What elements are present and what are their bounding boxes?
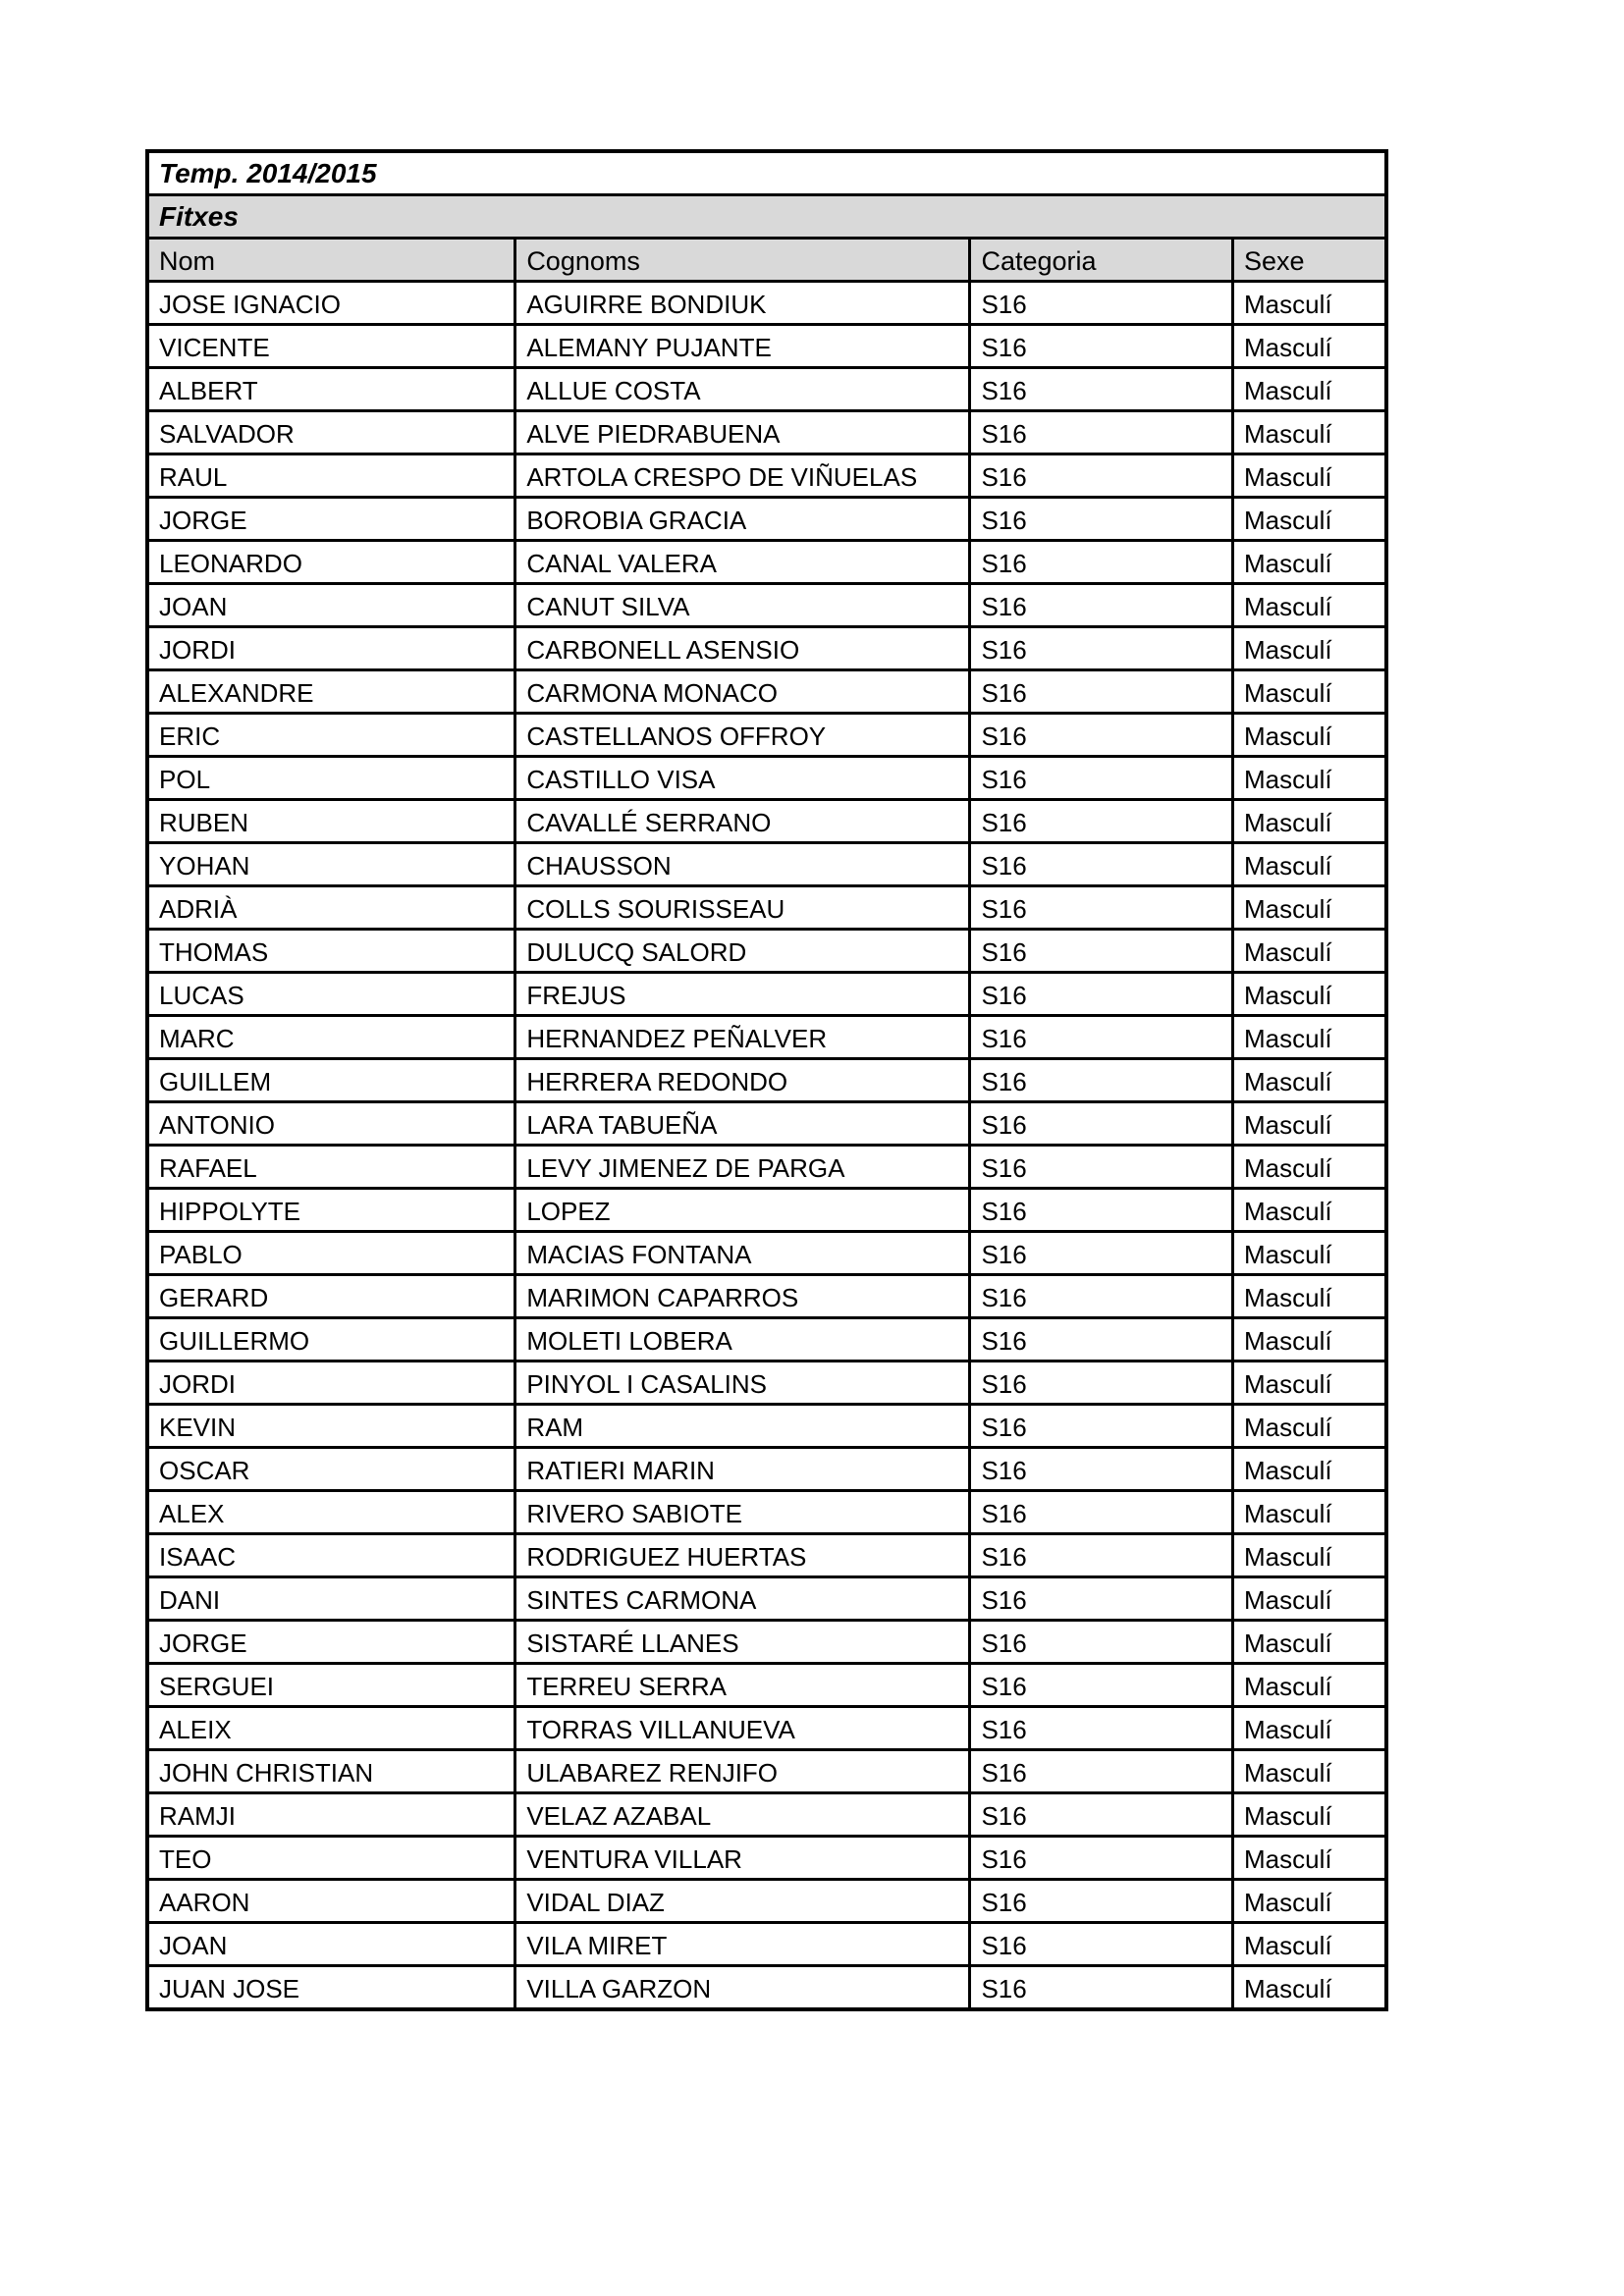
cell-nom: POL: [147, 757, 515, 800]
cell-categoria: S16: [970, 627, 1233, 670]
cell-nom: SALVADOR: [147, 411, 515, 454]
cell-cognoms: MARIMON CAPARROS: [515, 1275, 970, 1318]
cell-cognoms: HERNANDEZ PEÑALVER: [515, 1016, 970, 1059]
cell-categoria: S16: [970, 1966, 1233, 2010]
cell-sexe: Masculí: [1232, 1405, 1386, 1448]
cell-cognoms: FREJUS: [515, 973, 970, 1016]
cell-cognoms: VILLA GARZON: [515, 1966, 970, 2010]
season-title: Temp. 2014/2015: [147, 151, 1386, 195]
table-row: [147, 1707, 1386, 1750]
cell-sexe: Masculí: [1232, 1362, 1386, 1405]
cell-categoria: S16: [970, 541, 1233, 584]
cell-categoria: S16: [970, 1621, 1233, 1664]
cell-nom: OSCAR: [147, 1448, 515, 1491]
table-row: [147, 1621, 1386, 1664]
table-row: [147, 1923, 1386, 1966]
cell-categoria: S16: [970, 1405, 1233, 1448]
cell-nom: ALBERT: [147, 368, 515, 411]
cell-nom: ERIC: [147, 714, 515, 757]
cell-nom: JORDI: [147, 627, 515, 670]
cell-sexe: Masculí: [1232, 757, 1386, 800]
cell-cognoms: VELAZ AZABAL: [515, 1793, 970, 1837]
cell-cognoms: LEVY JIMENEZ DE PARGA: [515, 1146, 970, 1189]
cell-sexe: Masculí: [1232, 714, 1386, 757]
cell-sexe: Masculí: [1232, 1664, 1386, 1707]
table-row: [147, 1491, 1386, 1534]
table-row: [147, 930, 1386, 973]
cell-nom: KEVIN: [147, 1405, 515, 1448]
cell-categoria: S16: [970, 454, 1233, 498]
column-header-row: [147, 239, 1386, 282]
cell-nom: ADRIÀ: [147, 886, 515, 930]
table-row: [147, 368, 1386, 411]
cell-nom: RAFAEL: [147, 1146, 515, 1189]
cell-nom: PABLO: [147, 1232, 515, 1275]
cell-nom: RUBEN: [147, 800, 515, 843]
column-header-nom: Nom: [147, 239, 515, 282]
cell-nom: DANI: [147, 1577, 515, 1621]
cell-nom: ALEXANDRE: [147, 670, 515, 714]
cell-sexe: Masculí: [1232, 1232, 1386, 1275]
cell-sexe: Masculí: [1232, 584, 1386, 627]
cell-cognoms: ALLUE COSTA: [515, 368, 970, 411]
cell-categoria: S16: [970, 973, 1233, 1016]
cell-cognoms: CASTILLO VISA: [515, 757, 970, 800]
table-row: [147, 411, 1386, 454]
table-row: [147, 973, 1386, 1016]
cell-cognoms: TERREU SERRA: [515, 1664, 970, 1707]
cell-cognoms: ALEMANY PUJANTE: [515, 325, 970, 368]
cell-cognoms: PINYOL I CASALINS: [515, 1362, 970, 1405]
cell-nom: YOHAN: [147, 843, 515, 886]
table-row: [147, 886, 1386, 930]
cell-cognoms: CANAL VALERA: [515, 541, 970, 584]
cell-categoria: S16: [970, 1923, 1233, 1966]
cell-categoria: S16: [970, 282, 1233, 325]
cell-categoria: S16: [970, 1102, 1233, 1146]
table-row: [147, 282, 1386, 325]
cell-categoria: S16: [970, 1016, 1233, 1059]
fitxes-table: [145, 149, 1388, 2011]
cell-categoria: S16: [970, 1750, 1233, 1793]
cell-sexe: Masculí: [1232, 800, 1386, 843]
table-row: [147, 1232, 1386, 1275]
column-header-cognoms: Cognoms: [515, 239, 970, 282]
cell-categoria: S16: [970, 1146, 1233, 1189]
table-body: [147, 282, 1386, 2010]
cell-nom: JOAN: [147, 584, 515, 627]
cell-categoria: S16: [970, 1448, 1233, 1491]
cell-sexe: Masculí: [1232, 1966, 1386, 2010]
cell-categoria: S16: [970, 1793, 1233, 1837]
table-row: [147, 1362, 1386, 1405]
table-row: [147, 627, 1386, 670]
cell-sexe: Masculí: [1232, 1837, 1386, 1880]
cell-cognoms: SISTARÉ LLANES: [515, 1621, 970, 1664]
season-title-row: [147, 151, 1386, 195]
cell-nom: ALEIX: [147, 1707, 515, 1750]
cell-sexe: Masculí: [1232, 627, 1386, 670]
cell-categoria: S16: [970, 1362, 1233, 1405]
cell-cognoms: CASTELLANOS OFFROY: [515, 714, 970, 757]
cell-nom: TEO: [147, 1837, 515, 1880]
cell-categoria: S16: [970, 1232, 1233, 1275]
cell-nom: JORDI: [147, 1362, 515, 1405]
cell-sexe: Masculí: [1232, 454, 1386, 498]
cell-nom: HIPPOLYTE: [147, 1189, 515, 1232]
table-row: [147, 584, 1386, 627]
cell-sexe: Masculí: [1232, 670, 1386, 714]
cell-sexe: Masculí: [1232, 1189, 1386, 1232]
cell-sexe: Masculí: [1232, 1275, 1386, 1318]
cell-cognoms: CARMONA MONACO: [515, 670, 970, 714]
column-header-categoria: Categoria: [970, 239, 1233, 282]
table-row: [147, 1146, 1386, 1189]
table-row: [147, 800, 1386, 843]
cell-cognoms: COLLS SOURISSEAU: [515, 886, 970, 930]
cell-categoria: S16: [970, 714, 1233, 757]
table-row: [147, 757, 1386, 800]
cell-cognoms: MACIAS FONTANA: [515, 1232, 970, 1275]
cell-cognoms: VIDAL DIAZ: [515, 1880, 970, 1923]
sheet-subtitle-row: [147, 195, 1386, 239]
cell-categoria: S16: [970, 1189, 1233, 1232]
table-row: [147, 1966, 1386, 2010]
cell-sexe: Masculí: [1232, 843, 1386, 886]
cell-nom: LEONARDO: [147, 541, 515, 584]
table-row: [147, 1189, 1386, 1232]
cell-categoria: S16: [970, 843, 1233, 886]
cell-cognoms: TORRAS VILLANUEVA: [515, 1707, 970, 1750]
cell-sexe: Masculí: [1232, 1146, 1386, 1189]
table-row: [147, 1837, 1386, 1880]
cell-sexe: Masculí: [1232, 1923, 1386, 1966]
cell-sexe: Masculí: [1232, 541, 1386, 584]
cell-cognoms: CAVALLÉ SERRANO: [515, 800, 970, 843]
cell-nom: ISAAC: [147, 1534, 515, 1577]
cell-sexe: Masculí: [1232, 411, 1386, 454]
cell-cognoms: ARTOLA CRESPO DE VIÑUELAS: [515, 454, 970, 498]
table-row: [147, 1016, 1386, 1059]
table-row: [147, 1664, 1386, 1707]
cell-nom: JORGE: [147, 498, 515, 541]
cell-sexe: Masculí: [1232, 498, 1386, 541]
cell-categoria: S16: [970, 368, 1233, 411]
cell-categoria: S16: [970, 325, 1233, 368]
cell-cognoms: ALVE PIEDRABUENA: [515, 411, 970, 454]
cell-categoria: S16: [970, 1059, 1233, 1102]
cell-sexe: Masculí: [1232, 1880, 1386, 1923]
table-row: [147, 325, 1386, 368]
cell-nom: JOHN CHRISTIAN: [147, 1750, 515, 1793]
cell-sexe: Masculí: [1232, 1534, 1386, 1577]
cell-sexe: Masculí: [1232, 325, 1386, 368]
cell-cognoms: BOROBIA GRACIA: [515, 498, 970, 541]
cell-categoria: S16: [970, 1275, 1233, 1318]
cell-sexe: Masculí: [1232, 368, 1386, 411]
cell-nom: THOMAS: [147, 930, 515, 973]
cell-nom: GUILLERMO: [147, 1318, 515, 1362]
cell-cognoms: RIVERO SABIOTE: [515, 1491, 970, 1534]
table-row: [147, 1059, 1386, 1102]
cell-cognoms: RATIERI MARIN: [515, 1448, 970, 1491]
cell-nom: JOAN: [147, 1923, 515, 1966]
cell-cognoms: RAM: [515, 1405, 970, 1448]
cell-sexe: Masculí: [1232, 1059, 1386, 1102]
table-row: [147, 1448, 1386, 1491]
cell-categoria: S16: [970, 1318, 1233, 1362]
table-row: [147, 498, 1386, 541]
cell-cognoms: CANUT SILVA: [515, 584, 970, 627]
cell-sexe: Masculí: [1232, 1318, 1386, 1362]
cell-categoria: S16: [970, 1837, 1233, 1880]
cell-nom: ALEX: [147, 1491, 515, 1534]
table-row: [147, 1880, 1386, 1923]
cell-sexe: Masculí: [1232, 1016, 1386, 1059]
cell-cognoms: VILA MIRET: [515, 1923, 970, 1966]
cell-categoria: S16: [970, 800, 1233, 843]
cell-categoria: S16: [970, 670, 1233, 714]
cell-cognoms: AGUIRRE BONDIUK: [515, 282, 970, 325]
cell-nom: RAUL: [147, 454, 515, 498]
cell-nom: AARON: [147, 1880, 515, 1923]
table-row: [147, 1318, 1386, 1362]
cell-cognoms: RODRIGUEZ HUERTAS: [515, 1534, 970, 1577]
cell-categoria: S16: [970, 1664, 1233, 1707]
cell-nom: GERARD: [147, 1275, 515, 1318]
cell-nom: MARC: [147, 1016, 515, 1059]
cell-categoria: S16: [970, 1491, 1233, 1534]
table-row: [147, 670, 1386, 714]
cell-cognoms: DULUCQ SALORD: [515, 930, 970, 973]
cell-sexe: Masculí: [1232, 1448, 1386, 1491]
cell-cognoms: CHAUSSON: [515, 843, 970, 886]
cell-cognoms: LARA TABUEÑA: [515, 1102, 970, 1146]
cell-nom: ANTONIO: [147, 1102, 515, 1146]
table-row: [147, 454, 1386, 498]
cell-sexe: Masculí: [1232, 1577, 1386, 1621]
cell-cognoms: CARBONELL ASENSIO: [515, 627, 970, 670]
table-row: [147, 1405, 1386, 1448]
cell-categoria: S16: [970, 1577, 1233, 1621]
table-row: [147, 1750, 1386, 1793]
cell-categoria: S16: [970, 1707, 1233, 1750]
cell-nom: VICENTE: [147, 325, 515, 368]
cell-categoria: S16: [970, 498, 1233, 541]
cell-nom: SERGUEI: [147, 1664, 515, 1707]
cell-categoria: S16: [970, 1880, 1233, 1923]
cell-nom: JOSE IGNACIO: [147, 282, 515, 325]
cell-categoria: S16: [970, 411, 1233, 454]
sheet-subtitle: Fitxes: [147, 195, 1386, 239]
cell-categoria: S16: [970, 1534, 1233, 1577]
cell-nom: JORGE: [147, 1621, 515, 1664]
cell-sexe: Masculí: [1232, 1102, 1386, 1146]
cell-sexe: Masculí: [1232, 973, 1386, 1016]
cell-cognoms: ULABAREZ RENJIFO: [515, 1750, 970, 1793]
cell-nom: RAMJI: [147, 1793, 515, 1837]
cell-categoria: S16: [970, 757, 1233, 800]
table-row: [147, 1577, 1386, 1621]
table-row: [147, 1534, 1386, 1577]
cell-sexe: Masculí: [1232, 1793, 1386, 1837]
table-row: [147, 1275, 1386, 1318]
cell-sexe: Masculí: [1232, 1621, 1386, 1664]
cell-nom: LUCAS: [147, 973, 515, 1016]
cell-sexe: Masculí: [1232, 930, 1386, 973]
cell-cognoms: VENTURA VILLAR: [515, 1837, 970, 1880]
cell-cognoms: SINTES CARMONA: [515, 1577, 970, 1621]
cell-categoria: S16: [970, 584, 1233, 627]
table-row: [147, 714, 1386, 757]
cell-sexe: Masculí: [1232, 886, 1386, 930]
cell-cognoms: HERRERA REDONDO: [515, 1059, 970, 1102]
column-header-sexe: Sexe: [1232, 239, 1386, 282]
cell-cognoms: MOLETI LOBERA: [515, 1318, 970, 1362]
cell-sexe: Masculí: [1232, 1750, 1386, 1793]
table-row: [147, 1793, 1386, 1837]
cell-nom: JUAN JOSE: [147, 1966, 515, 2010]
cell-sexe: Masculí: [1232, 1707, 1386, 1750]
table-row: [147, 843, 1386, 886]
cell-sexe: Masculí: [1232, 282, 1386, 325]
cell-sexe: Masculí: [1232, 1491, 1386, 1534]
cell-nom: GUILLEM: [147, 1059, 515, 1102]
table-row: [147, 1102, 1386, 1146]
table-row: [147, 541, 1386, 584]
cell-cognoms: LOPEZ: [515, 1189, 970, 1232]
cell-categoria: S16: [970, 886, 1233, 930]
cell-categoria: S16: [970, 930, 1233, 973]
